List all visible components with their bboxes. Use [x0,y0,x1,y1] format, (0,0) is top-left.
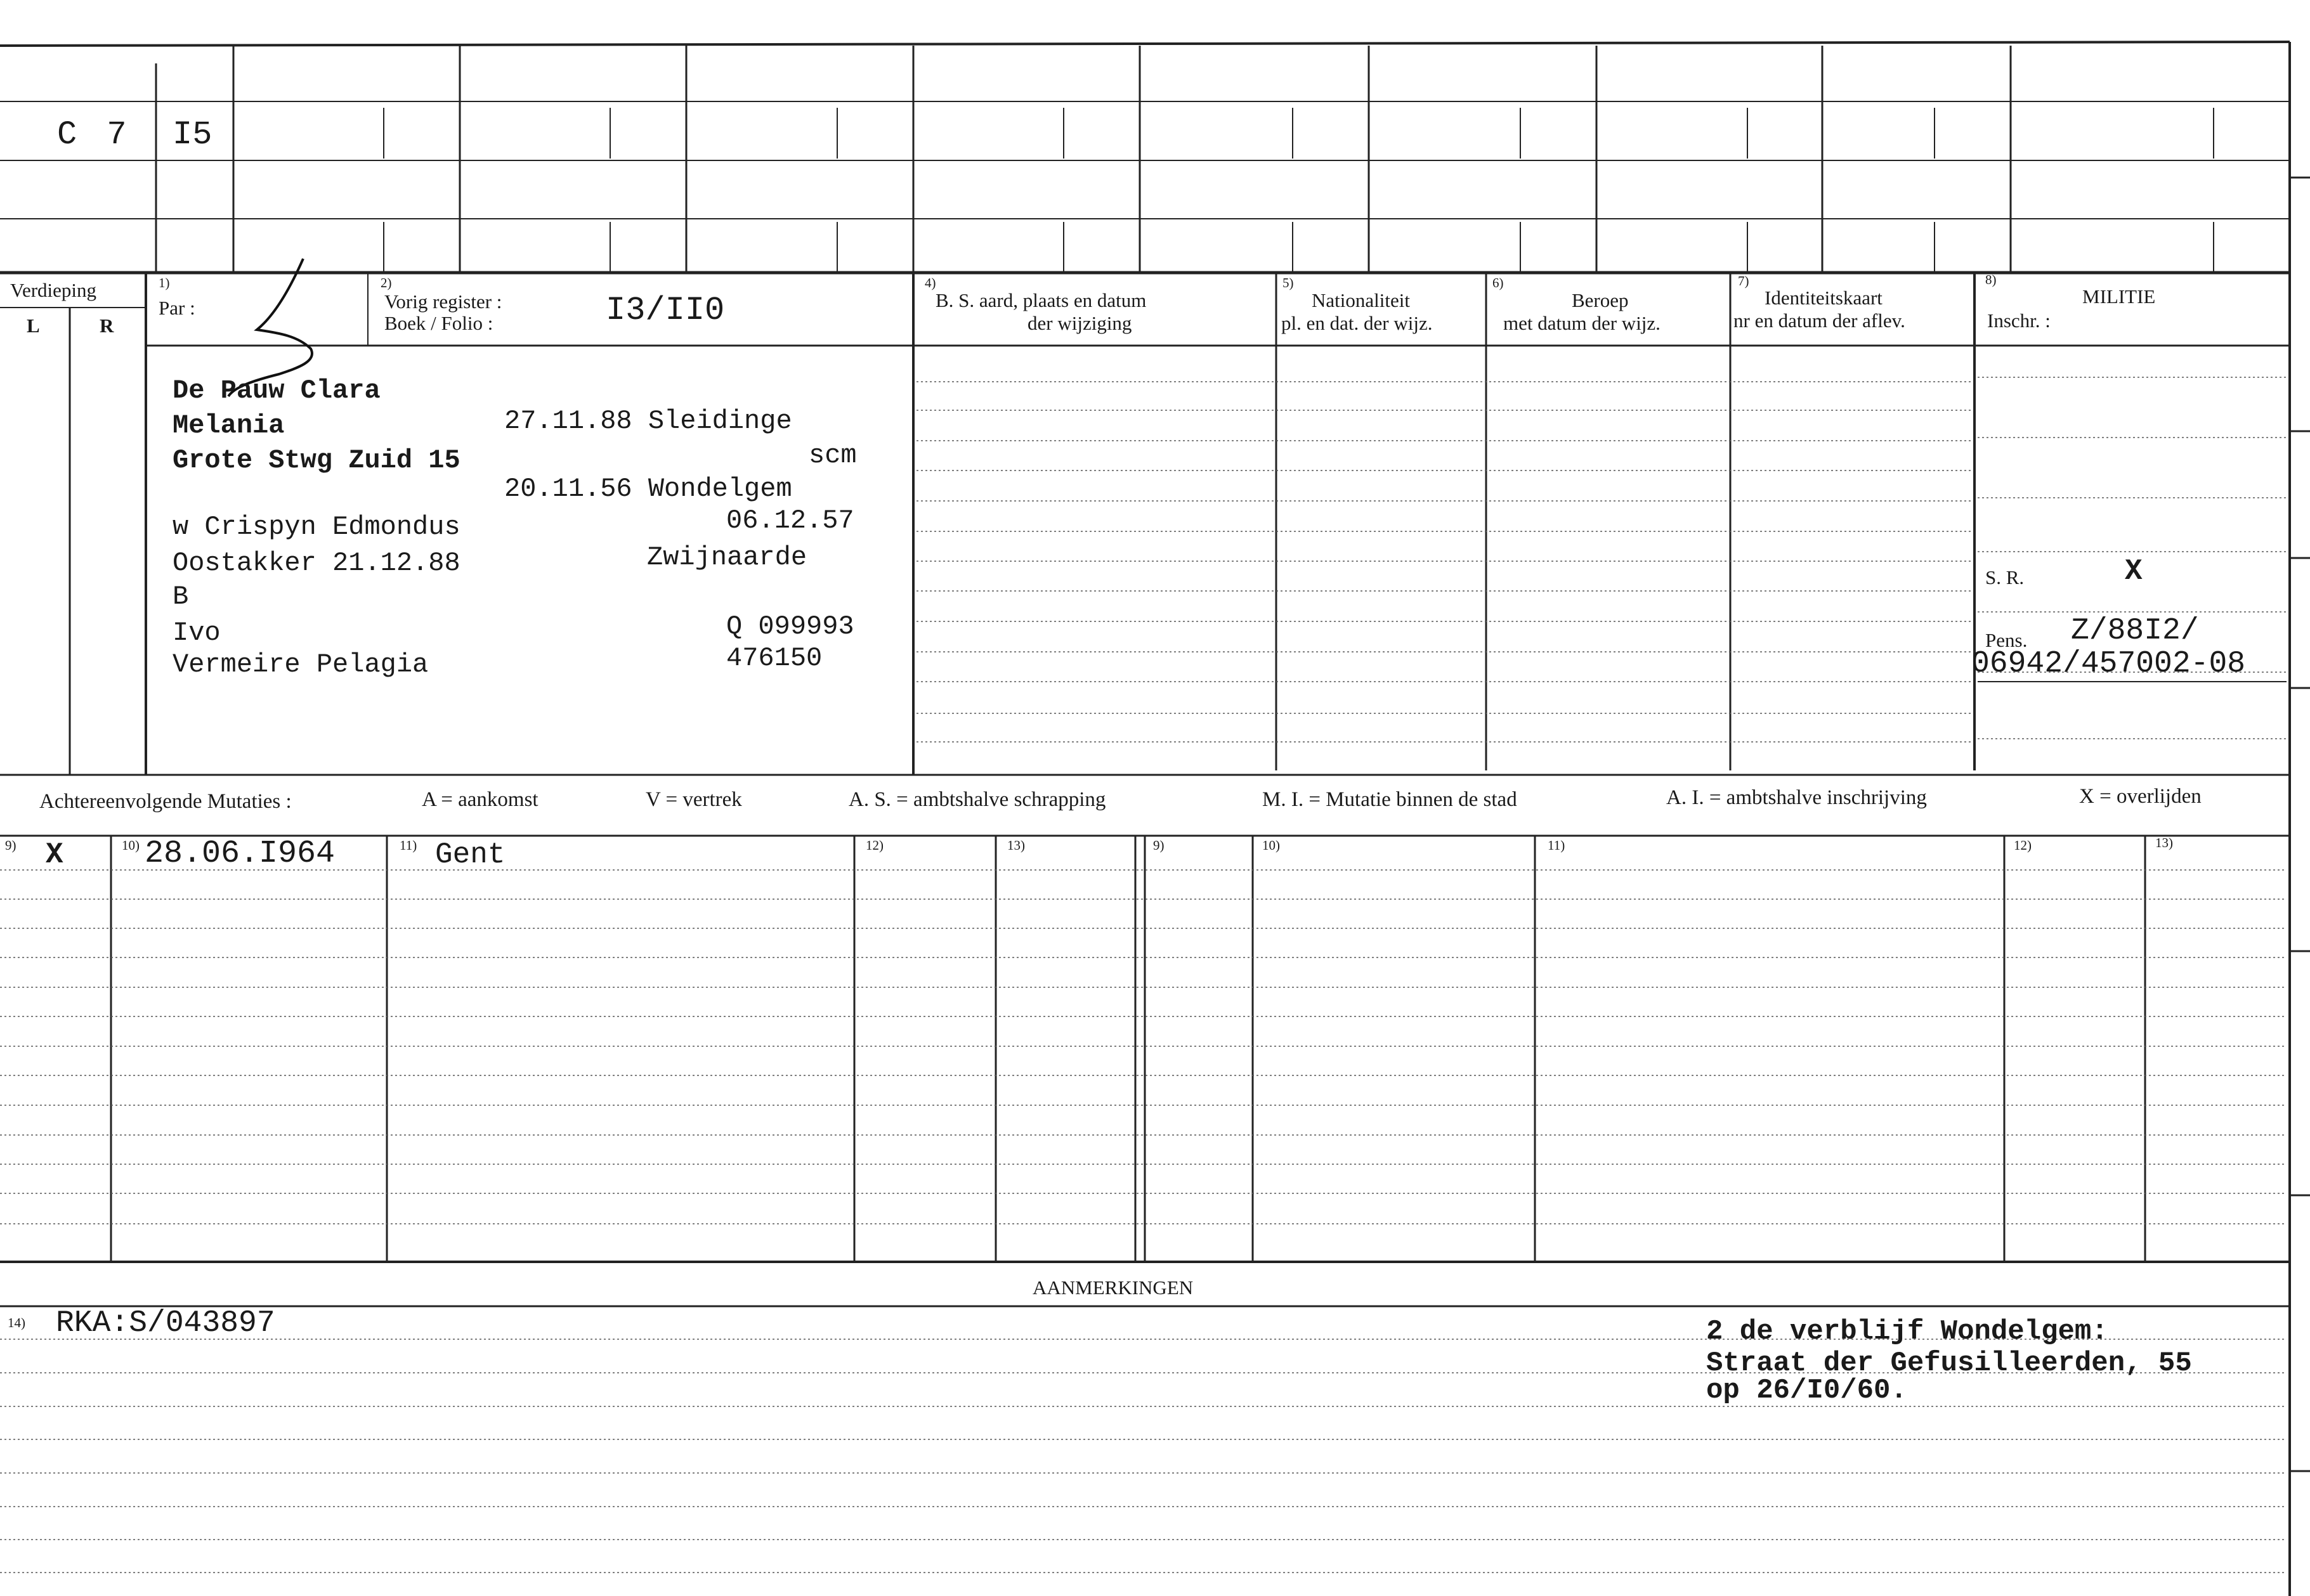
person-line-8-right: Q 099993 [726,611,854,642]
aanmerkingen-right-note-1: 2 de verblijf Wondelgem: [1706,1316,2108,1347]
header-inschr: Inschr. : [1987,309,2051,332]
header-ber-line1: Beroep [1572,289,1629,311]
person-line-9-left: Vermeire Pelagia [173,649,429,680]
person-line-2-right: 27.11.88 Sleidinge [504,406,792,436]
header-col-r: R [100,315,114,337]
mut-col-num: 12) [866,838,884,853]
legend-vertrek: V = vertrek [646,788,742,811]
header-nat-line1: Nationaliteit [1312,289,1410,311]
mut-col-num: 11) [400,838,417,853]
person-line-1-left: De Pauw Clara [173,375,381,406]
militie-sr-label: S. R. [1985,566,2025,588]
mutation-place: Gent [435,838,506,871]
header-num-2: 2) [381,275,392,290]
register-number: I5 [173,116,212,153]
person-line-6-right: Zwijnaarde [647,542,807,573]
aanmerkingen-right-note-2: Straat der Gefusilleerden, 55 [1706,1347,2192,1379]
person-line-2-left: Melania [173,410,285,441]
aanmerkingen-num: 14) [8,1315,25,1330]
person-line-5-right: 06.12.57 [726,505,854,536]
header-num-8: 8) [1985,272,1997,287]
header-num-1: 1) [159,275,170,290]
militie-pens-label: Pens. [1985,629,2028,651]
person-line-9-right: 476150 [726,643,823,673]
boek-folio-value: I3/II0 [606,292,725,329]
mutation-type: X [46,838,63,871]
mutation-date: 28.06.I964 [145,836,336,872]
person-line-8-left: Ivo [173,618,221,648]
mut-col-num: 10) [1262,838,1280,853]
mut-col-num: 13) [1007,838,1025,853]
register-code: C 7 [57,116,132,153]
aanmerkingen-right-note-3: op 26/I0/60. [1706,1375,1907,1406]
person-line-5-left: w Crispyn Edmondus [173,512,460,542]
header-num-4: 4) [925,275,936,290]
legend-mutatie-binnen-stad: M. I. = Mutatie binnen de stad [1262,788,1517,811]
mut-col-num: 13) [2155,835,2173,850]
mut-col-num: 12) [2014,838,2032,853]
legend-ambtshalve-inschrijving: A. I. = ambtshalve inschrijving [1666,786,1927,809]
header-bs-line2: der wijziging [1028,312,1132,334]
header-vorig-register: Vorig register : [384,290,502,313]
header-num-6: 6) [1492,275,1504,290]
person-line-6-left: Oostakker 21.12.88 [173,548,460,578]
person-line-3-right: scm [809,440,857,470]
person-line-4-right: 20.11.56 Wondelgem [504,474,792,504]
header-par: Par : [159,297,195,319]
legend-aankomst: A = aankomst [422,788,538,811]
legend-ambtshalve-schrapping: A. S. = ambtshalve schrapping [849,788,1106,811]
militie-pens-value-2: 06942/457002-08 [1971,647,2246,681]
mutaties-label: Achtereenvolgende Mutaties : [39,790,292,813]
mut-col-num: 11) [1548,838,1565,853]
header-ber-line2: met datum der wijz. [1503,312,1661,334]
militie-sr-value: X [2125,555,2143,588]
mut-col-num: 9) [5,838,16,853]
person-line-3-left: Grote Stwg Zuid 15 [173,445,460,476]
header-id-line2: nr en datum der aflev. [1733,309,1905,332]
header-militie: MILITIE [2082,285,2156,308]
header-num-5: 5) [1282,275,1294,290]
header-boek-folio: Boek / Folio : [384,312,493,334]
header-col-l: L [27,315,40,337]
header-nat-line2: pl. en dat. der wijz. [1281,312,1433,334]
header-verdieping: Verdieping [10,279,97,301]
header-id-line1: Identiteitskaart [1765,287,1883,309]
header-bs-line1: B. S. aard, plaats en datum [936,289,1147,311]
aanmerkingen-title: AANMERKINGEN [1033,1276,1194,1299]
militie-pens-value-1: Z/88I2/ [2071,614,2199,648]
aanmerkingen-left-note: RKA:S/043897 [56,1306,275,1340]
mut-col-num: 9) [1153,838,1165,853]
mut-col-num: 10) [122,838,140,853]
header-num-7: 7) [1738,273,1749,289]
legend-overlijden: X = overlijden [2079,785,2202,808]
person-line-7-left: B [173,581,189,612]
